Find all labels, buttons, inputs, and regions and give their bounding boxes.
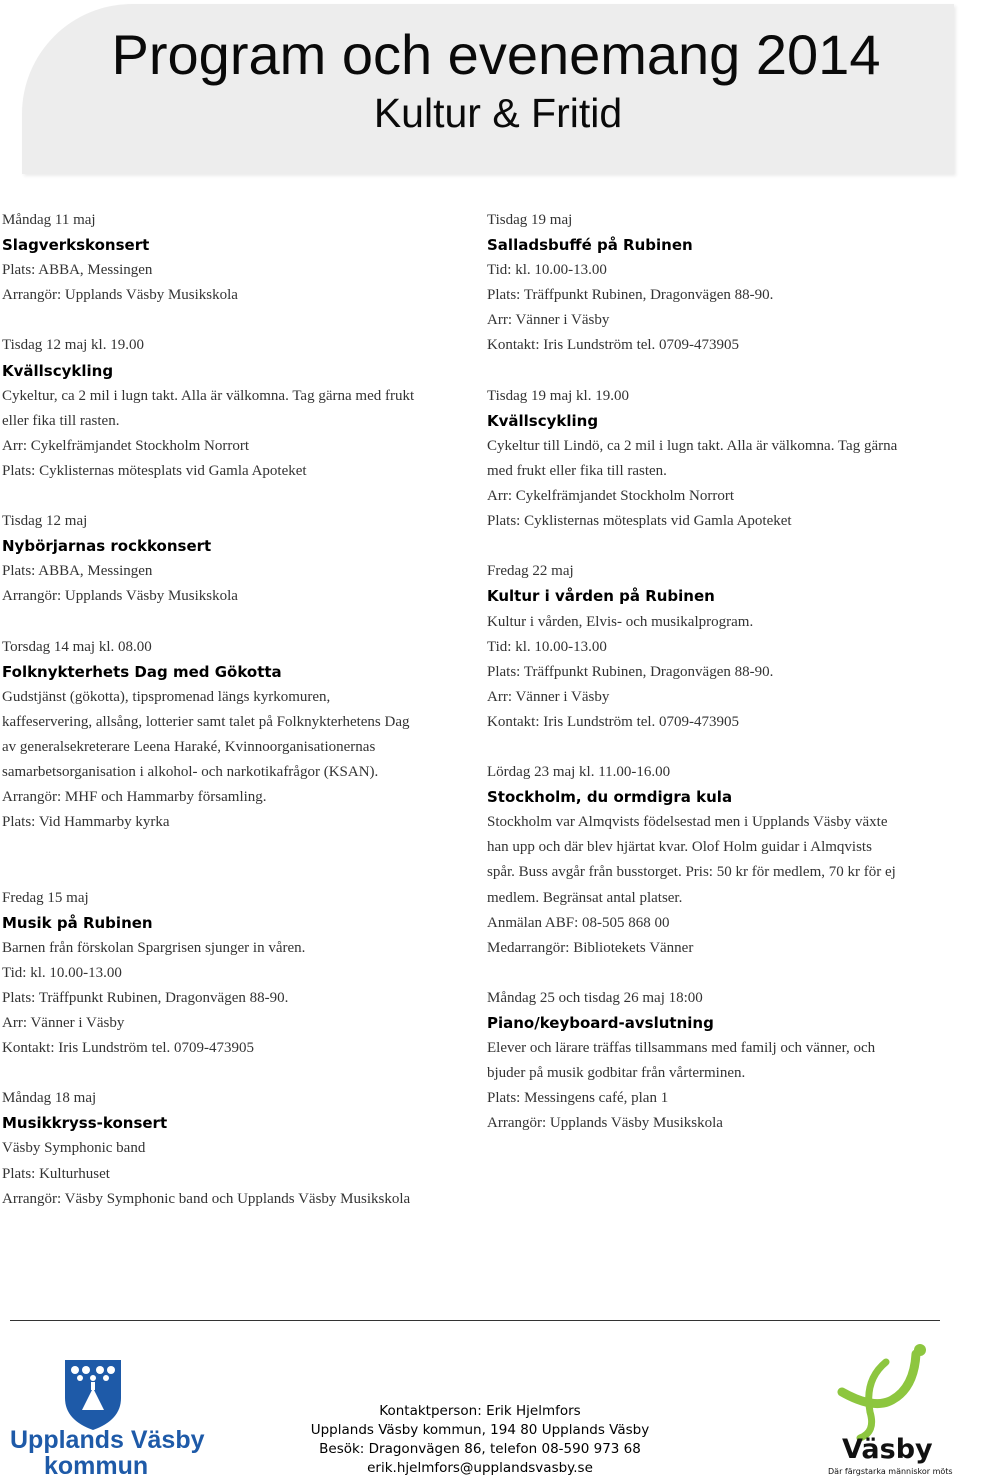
- event-detail: kaffeservering, allsång, lotterier samt talet på Folknykterhetens Dag: [2, 713, 410, 730]
- event-detail: bjuder på musik godbitar från vårterminen.: [487, 1065, 746, 1082]
- event-item: [487, 760, 952, 961]
- event-detail: Medarrangör: Bibliotekets Vänner: [487, 939, 694, 956]
- green-swirl-icon: [842, 1344, 926, 1438]
- event-detail: medlem. Begränsat antal platser.: [487, 889, 683, 906]
- event-title: Salladsbuffé på Rubinen: [487, 236, 693, 255]
- event-detail: Arr: Vänner i Väsby: [487, 312, 610, 329]
- event-item: [487, 559, 952, 735]
- event-detail: [2, 835, 472, 860]
- event-detail: av generalsekreterare Leena Haraké, Kvinnoorganisationernas: [2, 738, 376, 755]
- event-detail: han upp och där blev hjärtat kvar. Olof Holm guidar i Almqvists: [487, 839, 872, 856]
- vasby-brand-logo: [824, 1340, 953, 1480]
- event-detail: Arrangör: Väsby Symphonic band och Upplands Väsby Musikskola: [2, 1190, 411, 1207]
- event-item: [2, 1086, 472, 1211]
- contact-block: [280, 1402, 680, 1478]
- event-detail: Arrangör: Upplands Väsby Musikskola: [2, 588, 238, 605]
- event-detail: Plats: Vid Hammarby kyrka: [2, 814, 170, 831]
- event-date: Måndag 25 och tisdag 26 maj 18:00: [487, 989, 703, 1006]
- event-title: Folknykterhets Dag med Gökotta: [2, 662, 282, 681]
- event-item: [2, 886, 472, 1062]
- event-detail: Gudstjänst (gökotta), tipspromenad längs kyrkomuren,: [2, 688, 331, 705]
- event-detail: Plats: ABBA, Messingen: [2, 262, 153, 279]
- event-date: Tisdag 12 maj kl. 19.00: [2, 337, 144, 354]
- event-date: Torsdag 14 maj kl. 08.00: [2, 638, 152, 655]
- event-detail: Plats: ABBA, Messingen: [2, 563, 153, 580]
- event-detail: Arrangör: MHF och Hammarby församling.: [2, 789, 267, 806]
- event-item: [487, 384, 952, 535]
- event-detail: Plats: Cyklisternas mötesplats vid Gamla Apoteket: [487, 513, 792, 530]
- event-detail: Tid: kl. 10.00-13.00: [2, 964, 122, 981]
- event-item: [2, 333, 472, 484]
- event-date: Fredag 22 maj: [487, 563, 574, 580]
- event-item: [487, 986, 952, 1137]
- event-item: [2, 208, 472, 308]
- event-detail: Elever och lärare träffas tillsammans med familj och vänner, och: [487, 1040, 876, 1057]
- event-detail: Arr: Vänner i Väsby: [2, 1015, 125, 1031]
- event-date: Fredag 15 maj: [2, 889, 89, 906]
- event-date: Måndag 11 maj: [2, 212, 96, 228]
- left-event-column: [2, 208, 472, 1237]
- event-detail: Tid: kl. 10.00-13.00: [487, 638, 607, 655]
- event-detail: Kontakt: Iris Lundström tel. 0709-473905: [487, 713, 740, 730]
- event-detail: Plats: Cyklisternas mötesplats vid Gamla Apoteket: [2, 462, 307, 479]
- logo-right-name: Väsby: [842, 1434, 933, 1465]
- contact-line: Kontaktperson: Erik Hjelmfors: [379, 1403, 581, 1419]
- event-title: Slagverkskonsert: [2, 236, 150, 255]
- event-detail: med frukt eller fika till rasten.: [487, 462, 667, 479]
- event-title: Piano/keyboard-avslutning: [487, 1014, 714, 1032]
- event-title: Stockholm, du ormdigra kula: [487, 788, 733, 807]
- contact-line[interactable]: erik.hjelmfors@upplandsvasby.se: [367, 1460, 593, 1476]
- event-detail: Arr: Vänner i Väsby: [487, 688, 610, 705]
- event-date: Tisdag 12 maj: [2, 513, 88, 530]
- event-title: Kultur i vården på Rubinen: [487, 587, 715, 606]
- event-detail: Kultur i vården, Elvis- och musikalprogram.: [487, 613, 754, 630]
- event-title: Kvällscykling: [487, 411, 599, 430]
- right-event-column: [487, 208, 952, 1162]
- event-detail: Väsby Symphonic band: [2, 1140, 146, 1157]
- event-item: [2, 635, 472, 861]
- event-detail: Barnen från förskolan Spargrisen sjunger in våren.: [2, 939, 306, 956]
- event-date: Tisdag 19 maj: [487, 212, 573, 228]
- event-detail: Stockholm var Almqvists födelsestad men i Upplands Väsby växte: [487, 814, 888, 831]
- event-item: [487, 208, 952, 359]
- coat-of-arms-icon: [65, 1360, 121, 1430]
- contact-line: Besök: Dragonvägen 86, telefon 08-590 973 68: [319, 1441, 641, 1457]
- page-title: Program och evenemang 2014: [111, 23, 881, 86]
- footer-divider: [10, 1320, 940, 1321]
- event-date: Måndag 18 maj: [2, 1090, 97, 1107]
- event-detail: Cykeltur till Lindö, ca 2 mil i lugn takt. Alla är välkomna. Tag gärna: [487, 437, 898, 454]
- event-item: [2, 509, 472, 609]
- event-detail: Plats: Messingens café, plan 1: [487, 1090, 669, 1107]
- event-date: Tisdag 19 maj kl. 19.00: [487, 387, 629, 404]
- event-detail: Cykeltur, ca 2 mil i lugn takt. Alla är välkomna. Tag gärna med frukt: [2, 387, 415, 404]
- event-detail: samarbetsorganisation i alkohol- och narkotikafrågor (KSAN).: [2, 764, 379, 781]
- upplands-vasby-kommun-logo: [8, 1358, 205, 1480]
- contact-line: Upplands Väsby kommun, 194 80 Upplands Väsby: [310, 1422, 650, 1438]
- event-title: Musikkryss-konsert: [2, 1114, 168, 1133]
- event-detail: Tid: kl. 10.00-13.00: [487, 262, 607, 279]
- event-detail: Kontakt: Iris Lundström tel. 0709-473905: [2, 1040, 255, 1057]
- event-detail: Anmälan ABF: 08-505 868 00: [487, 914, 670, 931]
- event-detail: Plats: Kulturhuset: [2, 1165, 110, 1182]
- logo-left-line2: kommun: [44, 1452, 149, 1480]
- event-detail: Arrangör: Upplands Väsby Musikskola: [487, 1115, 723, 1132]
- event-detail: Arr: Cykelfrämjandet Stockholm Norrort: [487, 488, 735, 505]
- event-detail: Plats: Träffpunkt Rubinen, Dragonvägen 88-90.: [487, 663, 774, 680]
- event-detail: Arr: Cykelfrämjandet Stockholm Norrort: [2, 437, 250, 454]
- event-title: Nybörjarnas rockkonsert: [2, 537, 212, 556]
- event-detail: Kontakt: Iris Lundström tel. 0709-473905: [487, 337, 740, 354]
- event-detail: eller fika till rasten.: [2, 412, 120, 429]
- event-title: Musik på Rubinen: [2, 913, 153, 932]
- event-detail: Plats: Träffpunkt Rubinen, Dragonvägen 88-90.: [2, 989, 289, 1006]
- event-date: Lördag 23 maj kl. 11.00-16.00: [487, 764, 671, 781]
- event-title: Kvällscykling: [2, 361, 114, 380]
- logo-right-tagline: Där färgstarka människor möts: [828, 1467, 953, 1476]
- event-detail: Arrangör: Upplands Väsby Musikskola: [2, 287, 238, 304]
- event-detail: spår. Buss avgår från busstorget. Pris: 50 kr för medlem, 70 kr för ej: [487, 864, 896, 881]
- page-subtitle: Kultur & Fritid: [373, 90, 623, 136]
- event-detail: Plats: Träffpunkt Rubinen, Dragonvägen 88-90.: [487, 287, 774, 304]
- logo-left-line1: Upplands Väsby: [10, 1426, 205, 1454]
